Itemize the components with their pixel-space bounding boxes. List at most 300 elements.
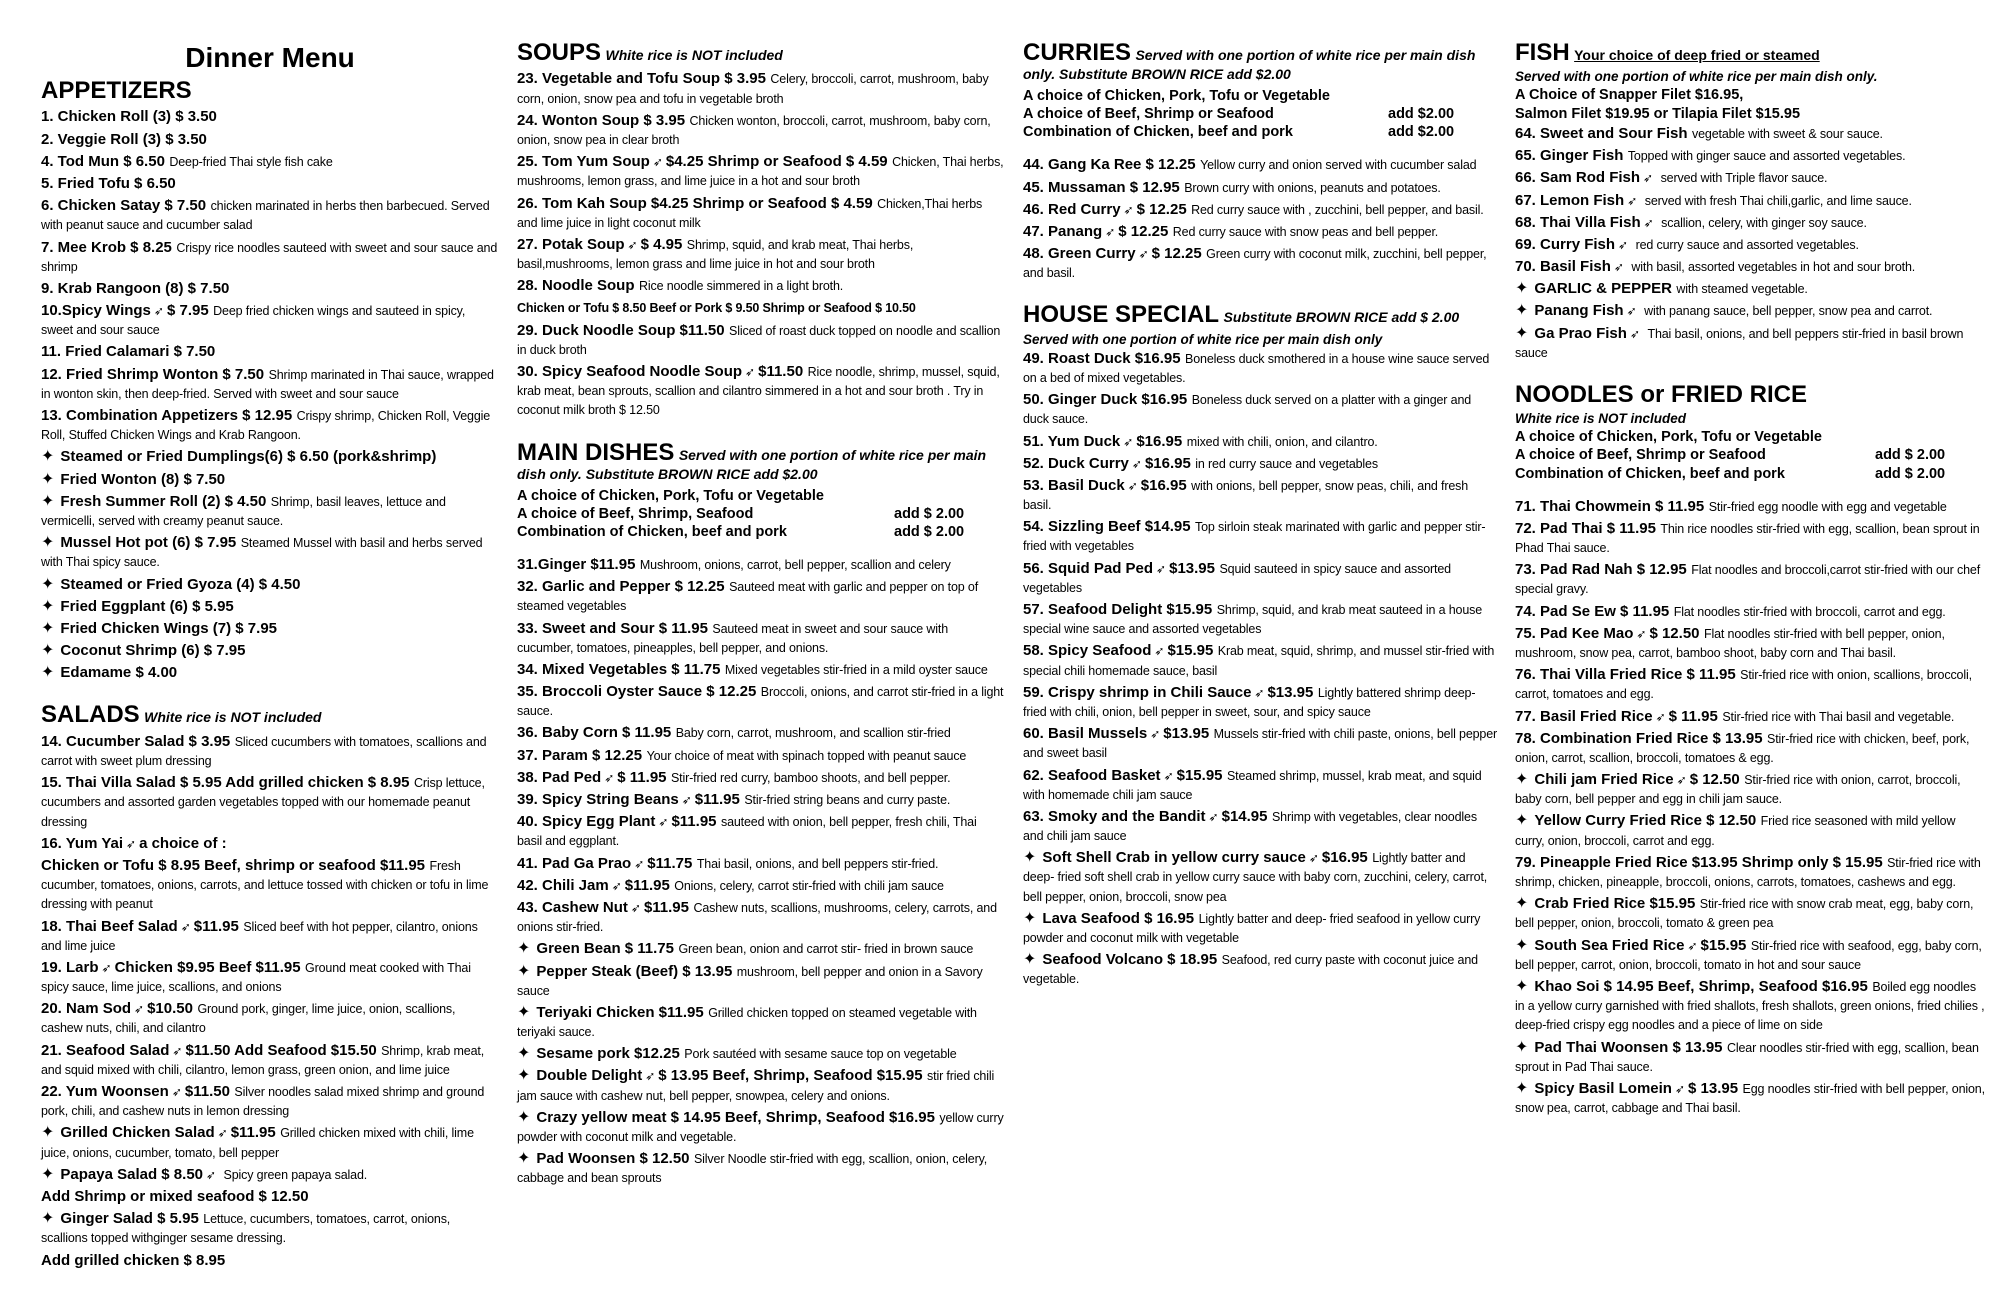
item-description: Stir-fried rice with onion, scallions, broccoli, carrot, tomatoes and egg.: [1515, 668, 1972, 702]
bullet-icon: ✦: [517, 1108, 531, 1126]
menu-item: [517, 111, 1004, 149]
item-name: Panang Fish: [1534, 302, 1624, 320]
section-header: [1515, 382, 1985, 408]
item-description: Crispy rice noodles sauteed with sweet and sour sauce and shrimp: [41, 240, 498, 274]
menu-item: [517, 660, 1004, 679]
menu-item: [517, 962, 1004, 1000]
bullet-icon: ✦: [1515, 812, 1529, 830]
menu-section: [1023, 40, 1498, 282]
item-description: Stir-fried rice with chicken, beef, pork, onion, carrot, scallion, broccoli, tomatoes & egg.: [1515, 731, 1970, 765]
item-description: Boneless duck served on a platter with a ginger and duck sauce.: [1023, 393, 1472, 427]
item-description: served with fresh Thai chili,garlic, and lime sauce.: [1644, 193, 1912, 208]
choice-option: [517, 487, 1004, 505]
bullet-icon: ✦: [1023, 849, 1037, 867]
menu-item: [517, 298, 1004, 317]
item-price: $15.95: [1176, 766, 1223, 784]
item-name: 29. Duck Noodle Soup $11.50: [517, 321, 725, 339]
spicy-icon: ➶: [1138, 247, 1149, 262]
menu-item: [41, 597, 499, 616]
item-name: 74. Pad Se Ew $ 11.95: [1515, 602, 1670, 620]
item-description: Ground meat cooked with Thai spicy sauce, lime juice, scallions, and onions: [41, 960, 471, 995]
menu-item: [1515, 235, 1985, 254]
menu-item: [41, 1165, 499, 1184]
menu-item: [41, 107, 499, 126]
menu-item: [517, 194, 1004, 232]
item-name: Add Shrimp or mixed seafood $ 12.50: [41, 1187, 309, 1205]
item-name: 78. Combination Fried Rice $ 13.95: [1515, 729, 1763, 747]
item-description: Deep-fried Thai style fish cake: [169, 154, 333, 169]
spicy-icon: ➶: [180, 919, 191, 934]
menu-item: [1515, 213, 1985, 232]
item-name: 48. Green Curry: [1023, 245, 1136, 263]
item-name: Crazy yellow meat $ 14.95 Beef, Shrimp, Seafood $16.95: [536, 1108, 935, 1126]
menu-section: [41, 78, 499, 682]
item-description: Thin rice noodles stir-fried with egg, scallion, bean sprout in Phad Thai sauce.: [1515, 521, 1980, 556]
item-description: Rice noodle, shrimp, mussel, squid, krab meat, bean sprouts, scallion and cilantro simmered in a hot and sour broth . Try in coconut milk broth $ 12.50: [517, 365, 1000, 418]
item-name: 38. Pad Ped: [517, 768, 602, 786]
choice-text: A choice of Chicken, Pork, Tofu or Vegetable: [517, 487, 824, 504]
section-title: CURRIES: [1023, 39, 1132, 66]
menu-item: [1023, 349, 1498, 387]
item-description: with basil, assorted vegetables in hot and sour broth.: [1631, 260, 1916, 275]
spicy-icon: ➶: [206, 1167, 217, 1182]
item-description: Shrimp, basil leaves, lettuce and vermicelli, served with creamy peanut sauce.: [41, 494, 446, 528]
item-description: Steamed shrimp, mussel, krab meat, and squid with homemade chili jam sauce: [1023, 768, 1482, 802]
item-description: Chicken wonton, broccoli, carrot, mushroom, baby corn, onion, snow pea in clear broth: [517, 113, 991, 147]
menu-item: [1515, 624, 1985, 662]
item-description: Thai basil, onions, and bell peppers stir-fried in basil brown sauce: [1515, 326, 1964, 360]
item-price: $10.50: [147, 1000, 193, 1018]
item-description: with steamed vegetable.: [1676, 282, 1808, 297]
spicy-icon: ➶: [1123, 434, 1134, 449]
menu-item: [517, 939, 1004, 958]
item-description: Steamed Mussel with basil and herbs served with Thai spicy sauce.: [41, 536, 483, 570]
item-description: Shrimp, squid, and krab meat sauteed in a house special wine sauce and assorted vegetables: [1023, 603, 1483, 637]
item-price: $13.95: [1169, 559, 1215, 577]
bullet-icon: ✦: [1515, 895, 1529, 913]
item-name: Coconut Shrimp (6) $ 7.95: [60, 642, 246, 660]
menu-item: [1023, 600, 1498, 638]
item-description: Lightly battered shrimp deep-fried with chili, onion, bell pepper in sweet, sour, and spicy sauce: [1023, 685, 1476, 719]
item-name: 39. Spicy String Beans: [517, 791, 679, 808]
item-name: 76. Thai Villa Fried Rice $ 11.95: [1515, 666, 1736, 684]
item-description: Shrimp, krab meat, and squid mixed with chili, cilantro, lemon grass, green onion, and lime juice: [41, 1043, 485, 1077]
item-price: $16.95: [1144, 454, 1191, 472]
choice-price: add $ 2.00: [1875, 447, 1946, 464]
menu-section: [517, 440, 1004, 1188]
item-name: 64. Sweet and Sour Fish: [1515, 124, 1688, 142]
item-name: 34. Mixed Vegetables $ 11.75: [517, 660, 721, 678]
menu-item: [41, 834, 499, 853]
item-name: 41. Pad Ga Prao: [517, 854, 632, 872]
menu-item: [41, 447, 499, 466]
item-name: Chili jam Fried Rice: [1534, 771, 1674, 789]
menu-item: [41, 406, 499, 444]
item-price: $11.95: [230, 1124, 276, 1142]
spicy-icon: ➶: [101, 960, 112, 975]
menu-item: [517, 898, 1004, 936]
menu-item: [1515, 279, 1985, 298]
item-name: 45. Mussaman $ 12.95: [1023, 178, 1180, 196]
item-description: Fried rice seasoned with mild yellow curry, onion, broccoli, carrot and egg.: [1515, 814, 1956, 848]
choice-option: [517, 523, 1004, 541]
menu-item: [41, 279, 499, 298]
item-name: 7. Mee Krob $ 8.25: [41, 238, 172, 256]
menu-item: [517, 682, 1004, 720]
spicy-icon: ➶: [172, 1043, 183, 1058]
section-header: [1023, 302, 1498, 328]
item-description: Grilled chicken mixed with chili, lime juice, onions, cucumber, tomato, bell pepper: [41, 1126, 474, 1160]
section-title: MAIN DISHES: [517, 438, 675, 466]
item-name: 24. Wonton Soup $ 3.95: [517, 111, 686, 129]
menu-item: [41, 1041, 499, 1079]
item-price: $ 12.25: [1136, 200, 1187, 218]
item-description: Your choice of meat with spinach topped with peanut sauce: [646, 748, 967, 763]
item-description: Lightly batter and deep- fried seafood in yellow curry powder and coconut milk with vegetable: [1023, 911, 1481, 945]
item-name: 26. Tom Kah Soup $4.25 Shrimp or Seafood $ 4.59: [517, 194, 873, 212]
item-name: 1. Chicken Roll (3) $ 3.50: [41, 108, 217, 126]
spicy-icon: ➶: [1636, 626, 1647, 641]
item-name: Khao Soi $ 14.95 Beef, Shrimp, Seafood $16.95: [1534, 977, 1868, 995]
item-description: Shrimp with vegetables, clear noodles and chili jam sauce: [1023, 809, 1477, 844]
item-description: Lightly batter and deep- fried soft shell crab in yellow curry sauce with baby corn, zucchini, celery, carrot, bell pepper, onion, broccoli, snow pea: [1023, 851, 1488, 904]
item-name: 12. Fried Shrimp Wonton $ 7.50: [41, 365, 265, 383]
item-name: Ginger Salad $ 5.95: [60, 1210, 199, 1228]
item-description: in red curry sauce and vegetables: [1195, 456, 1378, 471]
item-description: Rice noodle simmered in a light broth.: [638, 279, 844, 294]
bullet-icon: ✦: [1515, 280, 1529, 298]
item-description: mushroom, bell pepper and onion in a Savory sauce: [517, 964, 983, 998]
item-name: 9. Krab Rangoon (8) $ 7.50: [41, 279, 230, 297]
item-description: Red curry sauce with snow peas and bell pepper.: [1172, 224, 1439, 239]
bullet-icon: ✦: [1515, 302, 1529, 320]
spicy-icon: ➶: [745, 365, 756, 380]
item-description: Stir-fried egg noodle with egg and vegetable: [1708, 499, 1947, 514]
menu-item: [1023, 222, 1498, 241]
item-description: scallion, celery, with ginger soy sauce.: [1661, 215, 1867, 230]
choice-option: [1023, 123, 1498, 141]
section-title: HOUSE SPECIAL: [1023, 301, 1220, 329]
item-name: 53. Basil Duck: [1023, 476, 1125, 494]
bullet-icon: ✦: [1023, 909, 1037, 927]
section-note: White rice is NOT included: [144, 709, 322, 726]
item-name: 42. Chili Jam: [517, 876, 609, 894]
item-name: 33. Sweet and Sour $ 11.95: [517, 619, 708, 637]
item-name: Mussel Hot pot (6) $ 7.95: [60, 534, 237, 552]
bullet-icon: ✦: [517, 962, 531, 980]
item-description: Seafood, red curry paste with coconut juice and vegetable.: [1023, 953, 1478, 987]
spicy-icon: ➶: [1105, 224, 1116, 239]
bullet-icon: ✦: [1515, 977, 1529, 995]
bullet-icon: ✦: [1515, 1079, 1529, 1097]
bullet-icon: ✦: [1515, 771, 1529, 789]
item-name: 71. Thai Chowmein $ 11.95: [1515, 497, 1705, 515]
item-name: 63. Smoky and the Bandit: [1023, 807, 1206, 825]
item-description: Fresh cucumber, tomatoes, onions, carrots, and lettuce tossed with chicken or tofu in lime dressing with peanut: [41, 858, 489, 912]
bullet-icon: ✦: [517, 1003, 531, 1021]
item-name: 23. Vegetable and Tofu Soup $ 3.95: [517, 70, 766, 88]
menu-item: [41, 196, 499, 234]
menu-item: [1515, 729, 1985, 767]
item-description: Shrimp marinated in Thai sauce, wrapped in wonton skin, then deep-fried. Served with sweet and sour sauce: [41, 367, 494, 401]
spicy-icon: ➶: [611, 878, 622, 893]
item-description: Boiled egg noodles in a yellow curry garnished with fried shallots, fresh shallots, green onions, fried chilies , deep-fried crispy egg noodles and a piece of lime on side: [1515, 979, 1985, 1033]
spicy-icon: ➶: [1163, 768, 1174, 783]
item-description: Flat noodles stir-fried with bell pepper, onion, mushroom, snow pea, carrot, bamboo shoot, baby corn and Thai basil.: [1515, 626, 1945, 660]
choice-price: [894, 487, 1004, 505]
menu-item: [41, 1082, 499, 1120]
bullet-icon: ✦: [517, 1045, 531, 1063]
menu-column-1: [41, 40, 499, 1290]
menu-item: [1515, 324, 1985, 362]
menu-item: [1515, 560, 1985, 598]
item-name: 73. Pad Rad Nah $ 12.95: [1515, 561, 1687, 579]
item-name: Steamed or Fried Gyoza (4) $ 4.50: [60, 575, 301, 593]
spicy-icon: ➶: [1131, 456, 1142, 471]
item-description: Squid sauteed in spicy sauce and assorted vegetables: [1023, 561, 1451, 595]
spicy-icon: ➶: [1627, 193, 1638, 208]
menu-item: [41, 342, 499, 361]
item-name: 51. Yum Duck: [1023, 432, 1121, 450]
item-name: 32. Garlic and Pepper $ 12.25: [517, 578, 725, 596]
bullet-icon: ✦: [1515, 936, 1529, 954]
menu-item: [41, 999, 499, 1037]
item-name: 43. Cashew Nut: [517, 898, 628, 916]
item-name: Chicken or Tofu $ 8.95 Beef, shrimp or seafood $11.95: [41, 856, 426, 874]
item-description: vegetable with sweet & sour sauce.: [1692, 126, 1883, 141]
item-name: 56. Squid Pad Ped: [1023, 559, 1154, 577]
item-name: 20. Nam Sod: [41, 1000, 132, 1018]
item-description: Broccoli, onions, and carrot stir-fried in a light sauce.: [517, 685, 1004, 719]
section-header: [41, 702, 499, 728]
item-price: $16.95: [1321, 849, 1368, 867]
item-description: Top sirloin steak marinated with garlic and pepper stir-fried with vegetables: [1023, 520, 1486, 554]
section-title: SALADS: [41, 701, 140, 729]
spicy-icon: ➶: [1643, 215, 1654, 230]
menu-item: [1515, 602, 1985, 621]
choice-price: [1388, 87, 1498, 105]
menu-item: [41, 773, 499, 831]
item-description: Crispy shrimp, Chicken Roll, Veggie Roll, Stuffed Chicken Wings and Krab Rangoon.: [41, 409, 491, 443]
menu-item: [41, 533, 499, 571]
item-description: Stir-fried rice with onion, carrot, broccoli, baby corn, bell pepper and egg in chili jam sauce.: [1515, 773, 1961, 807]
item-description: Stir-fried rice with shrimp, chicken, pineapple, broccoli, onions, carrots, tomatoes, cashews and egg.: [1515, 855, 1981, 890]
item-price: $11.50 Add Seafood $15.50: [185, 1041, 377, 1059]
menu-item: [1023, 641, 1498, 679]
menu-item: [517, 1044, 1004, 1063]
item-price: $11.95: [624, 876, 670, 894]
choice-text: A choice of Chicken, Pork, Tofu or Vegetable: [1023, 87, 1330, 104]
item-description: Chicken, Thai herbs, mushrooms, lemon grass, and lime juice in a hot and sour broth: [517, 155, 1004, 189]
menu-item: [1515, 977, 1985, 1035]
menu-item: [1023, 155, 1498, 174]
menu-item: [1023, 848, 1498, 906]
item-description: Mixed vegetables stir-fried in a mild oyster sauce: [724, 662, 988, 677]
bullet-icon: ✦: [517, 1067, 531, 1085]
item-name: 68. Thai Villa Fish: [1515, 213, 1641, 231]
item-name: Double Delight: [536, 1067, 643, 1085]
menu-item: [41, 1251, 499, 1270]
item-price: $ 7.95: [166, 302, 209, 320]
item-price: $16.95: [1140, 476, 1187, 494]
bullet-icon: ✦: [41, 642, 55, 660]
item-description: Brown curry with onions, peanuts and potatoes.: [1184, 180, 1441, 195]
item-name: 11. Fried Calamari $ 7.50: [41, 343, 216, 361]
menu-item: [1515, 519, 1985, 557]
choice-option: [1515, 446, 1985, 464]
item-name: 16. Yum Yai: [41, 834, 124, 852]
item-name: 37. Param $ 12.25: [517, 746, 643, 764]
item-name: 35. Broccoli Oyster Sauce $ 12.25: [517, 683, 757, 701]
section-header: [517, 40, 1004, 66]
item-description: Sliced beef with hot pepper, cilantro, onions and lime juice: [41, 919, 478, 953]
section-title: SOUPS: [517, 39, 602, 66]
menu-item: [1515, 894, 1985, 932]
bullet-icon: ✦: [1515, 324, 1529, 342]
menu-item: [1515, 853, 1985, 891]
bullet-icon: ✦: [41, 448, 55, 466]
item-name: 10.Spicy Wings: [41, 302, 151, 320]
item-price: $ 13.95 Beef, Shrimp, Seafood $15.95: [658, 1067, 923, 1085]
menu-item: [1515, 665, 1985, 703]
item-name: 6. Chicken Satay $ 7.50: [41, 197, 207, 215]
item-name: 50. Ginger Duck $16.95: [1023, 391, 1188, 409]
menu-item: [1023, 432, 1498, 451]
item-price: $11.75: [647, 854, 693, 872]
menu-item: [1023, 683, 1498, 721]
item-description: Mushroom, onions, carrot, bell pepper, scallion and celery: [639, 557, 951, 572]
item-description: with panang sauce, bell pepper, snow pea and carrot.: [1644, 304, 1933, 319]
menu-item: [517, 69, 1004, 107]
item-name: 65. Ginger Fish: [1515, 147, 1624, 165]
menu-item: [517, 276, 1004, 295]
item-price: $ 11.95: [617, 768, 667, 786]
spicy-icon: ➶: [630, 900, 641, 915]
item-name: Fried Chicken Wings (7) $ 7.95: [60, 619, 277, 637]
menu-item: [41, 917, 499, 955]
item-price: $ 11.95: [1668, 707, 1718, 725]
item-name: 67. Lemon Fish: [1515, 191, 1625, 209]
menu-item: [1023, 390, 1498, 428]
menu-item: [41, 856, 499, 914]
item-price: $11.95: [694, 791, 740, 808]
item-name: GARLIC & PEPPER: [1534, 280, 1672, 298]
menu-item: [517, 235, 1004, 273]
section-title: APPETIZERS: [41, 77, 192, 104]
item-name: 79. Pineapple Fried Rice $13.95 Shrimp only $ 15.95: [1515, 853, 1883, 871]
choice-option: [1023, 87, 1498, 105]
menu-item: [1023, 724, 1498, 762]
item-description: Sliced of roast duck topped on noodle and scallion in duck broth: [517, 323, 1001, 357]
section-header: [41, 78, 499, 104]
item-name: 28. Noodle Soup: [517, 277, 635, 295]
item-name: 25. Tom Yum Soup: [517, 153, 650, 171]
item-description: Flat noodles stir-fried with broccoli, carrot and egg.: [1673, 604, 1946, 619]
bullet-icon: ✦: [517, 940, 531, 958]
item-name: 70. Basil Fish: [1515, 258, 1611, 276]
item-description: sauteed with onion, bell pepper, fresh chili, Thai basil and eggplant.: [517, 815, 977, 849]
item-description: mixed with chili, onion, and cilantro.: [1186, 434, 1378, 449]
menu-item: [1023, 454, 1498, 473]
spicy-icon: ➶: [1613, 260, 1624, 275]
item-description: Sauteed meat in sweet and sour sauce with cucumber, tomatoes, pineapples, bell pepper, and onions.: [517, 621, 949, 655]
spicy-icon: ➶: [1254, 685, 1265, 700]
item-description: red curry sauce and assorted vegetables.: [1635, 237, 1859, 252]
bullet-icon: ✦: [41, 492, 55, 510]
item-name: 21. Seafood Salad: [41, 1041, 170, 1059]
menu-item: [41, 619, 499, 638]
spicy-icon: ➶: [153, 304, 164, 319]
item-name: 15. Thai Villa Salad $ 5.95 Add grilled chicken $ 8.95: [41, 774, 410, 792]
section-header: [1023, 40, 1498, 84]
choice-text: Combination of Chicken, beef and pork: [517, 523, 787, 540]
bullet-icon: ✦: [41, 575, 55, 593]
spicy-icon: ➶: [681, 793, 692, 807]
item-name: Pad Thai Woonsen $ 13.95: [1534, 1038, 1723, 1056]
menu-item: [517, 555, 1004, 574]
menu-item: [1023, 559, 1498, 597]
item-price: $15.95: [1700, 936, 1747, 954]
item-price: $ 4.95: [640, 235, 683, 253]
item-name: 5. Fried Tofu $ 6.50: [41, 174, 176, 192]
menu-item: [41, 575, 499, 594]
bullet-icon: ✦: [41, 597, 55, 615]
item-name: 66. Sam Rod Fish: [1515, 169, 1641, 187]
menu-item: [517, 876, 1004, 895]
item-name: 30. Spicy Seafood Noodle Soup: [517, 363, 743, 381]
item-name: Yellow Curry Fried Rice $ 12.50: [1534, 812, 1757, 830]
item-name: Seafood Volcano $ 18.95: [1042, 951, 1218, 969]
item-name: 52. Duck Curry: [1023, 454, 1129, 472]
price-line: Salmon Filet $19.95 or Tilapia Filet $15.95: [1515, 106, 1801, 123]
item-name: 2. Veggie Roll (3) $ 3.50: [41, 130, 207, 148]
menu-item: [1515, 497, 1985, 516]
spicy-icon: ➶: [652, 155, 663, 170]
item-price: $11.50: [758, 363, 804, 381]
item-price: Chicken $9.95 Beef $11.95: [114, 958, 301, 976]
item-description: Stir-fried string beans and curry paste.: [744, 793, 951, 807]
choice-price: [1875, 428, 1985, 446]
item-description: Chicken or Tofu $ 8.50 Beef or Pork $ 9.50 Shrimp or Seafood $ 10.50: [517, 301, 916, 316]
spicy-icon: ➶: [1676, 773, 1687, 788]
choice-option: [1515, 428, 1985, 446]
menu-item: [1515, 770, 1985, 808]
item-description: Onions, celery, carrot stir-fried with chili jam sauce: [674, 878, 944, 893]
item-name: 31.Ginger $11.95: [517, 555, 636, 573]
item-name: 47. Panang: [1023, 222, 1103, 240]
bullet-icon: ✦: [41, 664, 55, 682]
item-description: Pork sautéed with sesame sauce top on vegetable: [684, 1047, 957, 1062]
menu-item: [517, 1149, 1004, 1187]
item-description: Grilled chicken topped on steamed vegetable with teriyaki sauce.: [517, 1005, 977, 1040]
item-description: Celery, broccoli, carrot, mushroom, baby corn, onion, snow pea and tofu in vegetable broth: [517, 72, 989, 106]
item-price: $ 12.25: [1151, 245, 1202, 263]
item-name: Fried Wonton (8) $ 7.50: [60, 470, 226, 488]
item-price: $11.95: [193, 917, 239, 935]
item-name: Add grilled chicken $ 8.95: [41, 1251, 226, 1269]
spacer: [517, 541, 1004, 555]
section-note: White rice is NOT included: [605, 47, 783, 63]
menu-item: [41, 641, 499, 660]
menu-item: [1023, 244, 1498, 282]
item-description: Clear noodles stir-fried with egg, scallion, bean sprout in Pad Thai sauce.: [1515, 1040, 1979, 1074]
menu-item: [41, 152, 499, 171]
spicy-icon: ➶: [217, 1126, 228, 1141]
item-price: $15.95: [1167, 642, 1214, 660]
menu-item: [41, 365, 499, 403]
item-name: Green Bean $ 11.75: [536, 940, 674, 958]
spicy-icon: ➶: [1208, 809, 1219, 824]
